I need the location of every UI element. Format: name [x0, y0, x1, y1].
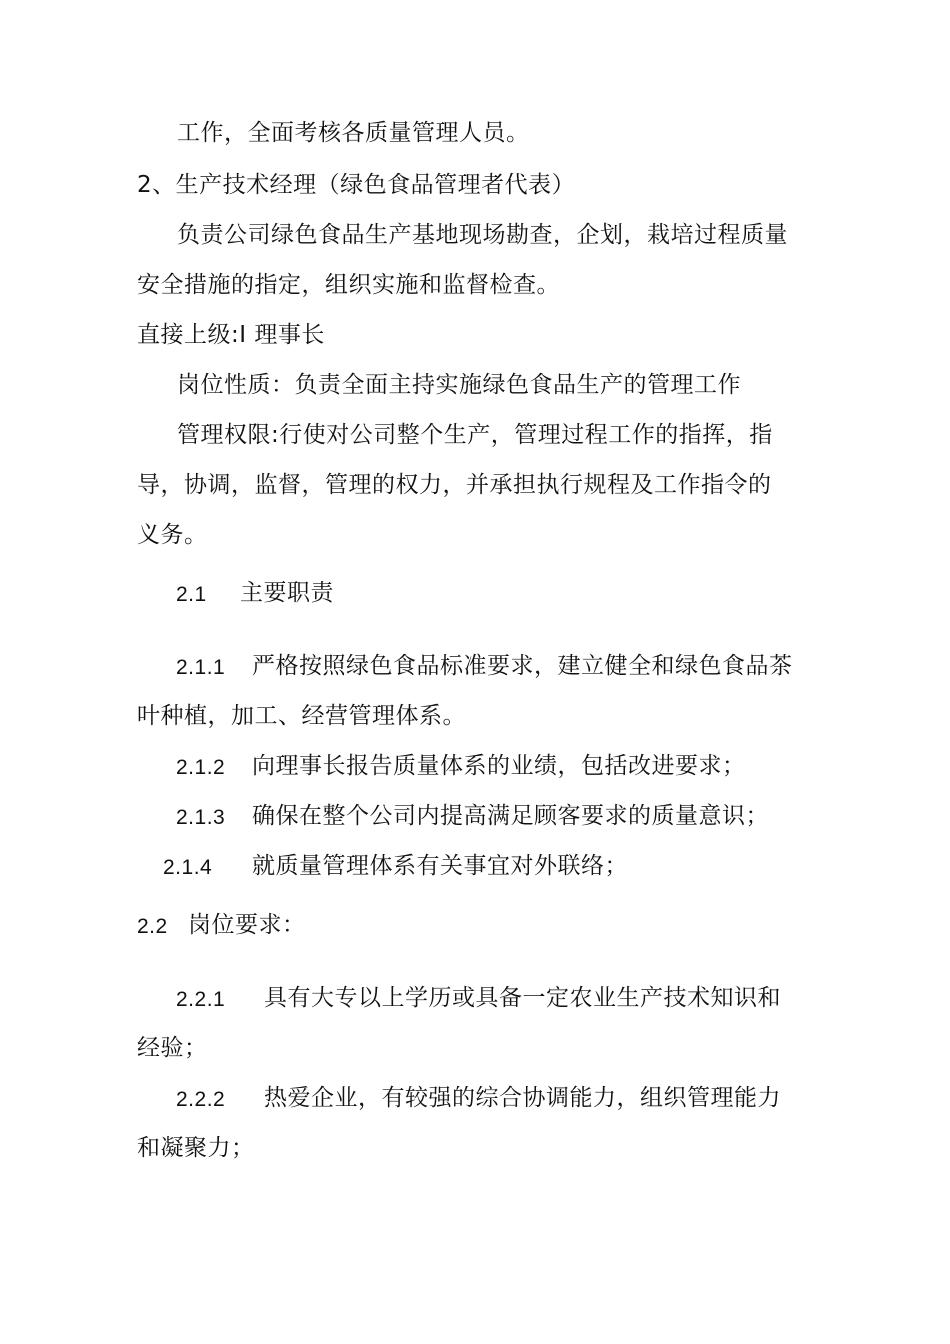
section-text: 热爱企业，有较强的综合协调能力，组织管理能力	[264, 1085, 781, 1111]
line-text: 经验；	[137, 1035, 208, 1061]
line-text: 叶种植，加工、经营管理体系。	[137, 703, 466, 729]
line-text: 和凝聚力；	[137, 1135, 255, 1161]
section-text: 岗位要求：	[188, 912, 306, 938]
line-text: 岗位性质：负责全面主持实施绿色食品生产的管理工作	[177, 372, 741, 398]
section-text: 主要职责	[240, 580, 334, 606]
section-number: 2.1	[176, 583, 207, 606]
line-text: 义务。	[137, 522, 208, 548]
line-text: 管理权限:行使对公司整个生产，管理过程工作的指挥，指	[177, 422, 773, 448]
section-number: 2.2	[137, 915, 168, 938]
line-text: 直接上级:I 理事长	[137, 322, 325, 348]
section-number: 2.1.4	[163, 856, 213, 879]
line-text: 2、生产技术经理（绿色食品管理者代表）	[137, 172, 576, 198]
section-text: 严格按照绿色食品标准要求，建立健全和绿色食品茶	[252, 653, 793, 679]
section-text: 向理事长报告质量体系的业绩，包括改进要求；	[252, 753, 746, 779]
section-number: 2.1.1	[176, 656, 226, 679]
section-number: 2.1.3	[176, 806, 226, 829]
line-text: 工作，全面考核各质量管理人员。	[177, 120, 530, 146]
section-number: 2.1.2	[176, 756, 226, 779]
section-number: 2.2.1	[176, 988, 226, 1011]
section-text: 具有大专以上学历或具备一定农业生产技术知识和	[264, 985, 781, 1011]
line-text: 安全措施的指定，组织实施和监督检查。	[137, 272, 560, 298]
section-number: 2.2.2	[176, 1088, 226, 1111]
line-text: 导，协调，监督，管理的权力，并承担执行规程及工作指令的	[137, 472, 772, 498]
section-text: 确保在整个公司内提高满足顾客要求的质量意识；	[252, 803, 769, 829]
section-text: 就质量管理体系有关事宜对外联络；	[252, 853, 628, 879]
line-text: 负责公司绿色食品生产基地现场勘查，企划，栽培过程质量	[177, 222, 788, 248]
